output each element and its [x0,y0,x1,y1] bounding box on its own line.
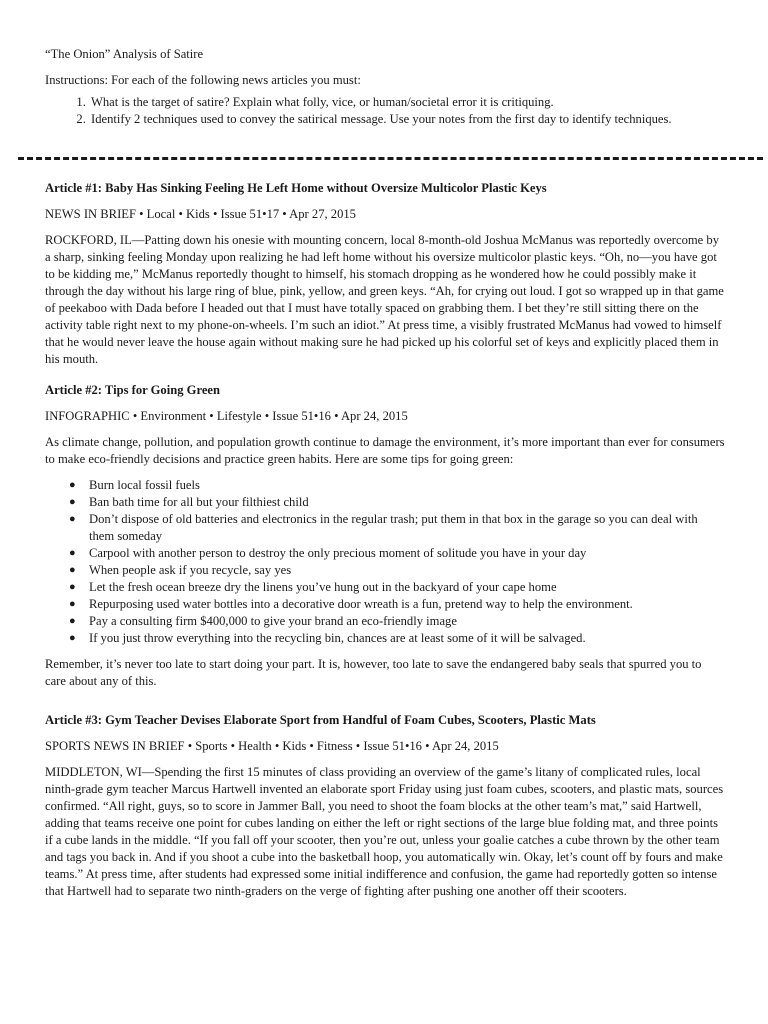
article-2 [45,382,725,690]
article-title: Article #1: Baby Has Sinking Feeling He Left Home without Oversize Multicolor Plastic Keys [45,181,547,195]
list-item: ● Pay a consulting firm $400,000 to give your brand an eco-friendly image [69,614,457,628]
article-meta: NEWS IN BRIEF • Local • Kids • Issue 51•17 • Apr 27, 2015 [45,207,356,221]
bullet-icon: ● [69,513,76,525]
bullet-icon: ● [69,598,76,610]
article-title: Article #3: Gym Teacher Devises Elaborate Sport from Handful of Foam Cubes, Scooters, Plastic Mats [45,713,596,727]
bullet-icon: ● [69,564,76,576]
bullet-icon: ● [69,632,76,644]
list-item: ● Burn local fossil fuels [69,478,200,492]
instruction-item: 1. What is the target of satire? Explain what folly, vice, or human/societal error it is critiquing. [89,94,725,111]
tips-list [45,477,725,647]
article-body: MIDDLETON, WI—Spending the first 15 minutes of class providing an overview of the game’s litany of complicated rules, local ninth-grade gym teacher Marcus Hartwell invented an elaborate sport Friday using just foam cubes, scooters, and plastic mats, sources confirmed. “All right, guys, so to score in Jammer Ball, you need to shoot the foam blocks at the other team’s mat,” said Hartwell, adding that teams receive one point for cubes landing on either the left or right sections of the large blue folding mat, and three points if a cube lands in the middle. “If you fall off your scooter, then you’re out, unless your goalie catches a cube thrown by the other team and tags you back in. And if you shoot a cube into the basketball hoop, you automatically win. Okay, let’s count off by fours and make teams.” At press time, after students had expressed some initial indifference and confusion, the game had reportedly gotten so intense that Hartwell had to separate two ninth-graders on the verge of fighting after pushing one another off their scooters. [45,765,724,898]
instruction-item: 2. Identify 2 techniques used to convey the satirical message. Use your notes from the first day to identify techniques. [89,111,725,128]
list-item: ● Repurposing used water bottles into a decorative door wreath is a fun, pretend way to help the environment. [69,597,633,611]
article-outro: Remember, it’s never too late to start doing your part. It is, however, too late to save the endangered baby seals that spurred you to care about any of this. [45,657,702,688]
document-title: “The Onion” Analysis of Satire [45,47,204,61]
instruction-list [45,94,725,128]
list-item: ● Let the fresh ocean breeze dry the linens you’ve hung out in the backyard of your cape home [69,580,557,594]
instructions-text: Instructions: For each of the following news articles you must: [45,73,361,87]
instructions-header [45,46,725,128]
article-3 [45,712,725,900]
article-1 [45,180,725,368]
list-item: ● Carpool with another person to destroy the only precious moment of solitude you have in your day [69,546,587,560]
dashed-divider [18,157,763,160]
list-item: ● Ban bath time for all but your filthiest child [69,495,309,509]
bullet-icon: ● [69,479,76,491]
article-meta: SPORTS NEWS IN BRIEF • Sports • Health • Kids • Fitness • Issue 51•16 • Apr 24, 2015 [45,739,499,753]
list-item: ● If you just throw everything into the recycling bin, chances are at least some of it will be salvaged. [69,631,586,645]
article-meta: INFOGRAPHIC • Environment • Lifestyle • Issue 51•16 • Apr 24, 2015 [45,409,408,423]
bullet-icon: ● [69,581,76,593]
bullet-icon: ● [69,496,76,508]
bullet-icon: ● [69,615,76,627]
bullet-icon: ● [69,547,76,559]
article-title: Article #2: Tips for Going Green [45,383,221,397]
article-body: ROCKFORD, IL—Patting down his onesie with mounting concern, local 8-month-old Joshua McManus was reportedly overcome by a sharp, sinking feeling Monday upon realizing he had left home without his oversize multicolor plastic keys. “Oh, no—you have got to be kidding me,” McManus reportedly thought to himself, his stomach dropping as he wondered how he could possibly make it through the day without his large ring of blue, pink, yellow, and green keys. “Ah, for crying out loud. I got so wrapped up in that game of peekaboo with Dada before I headed out that I must have totally spaced on grabbing them. I bet they’re still sitting there on the activity table right next to my phone-on-wheels. I’m such an idiot.” At press time, a visibly frustrated McManus had vowed to himself that he would never leave the house again without making sure he had picked up his colorful set of keys and explicitly placed them in his mouth. [45,233,724,366]
list-item: ● When people ask if you recycle, say yes [69,563,292,577]
article-intro: As climate change, pollution, and population growth continue to damage the environment, it’s more important than ever for consumers to make eco-friendly decisions and practice green habits. Here are some tips for going green: [45,435,725,466]
list-item: ● Don’t dispose of old batteries and electronics in the regular trash; put them in that box in the garage so you can deal with them someday [69,512,698,543]
